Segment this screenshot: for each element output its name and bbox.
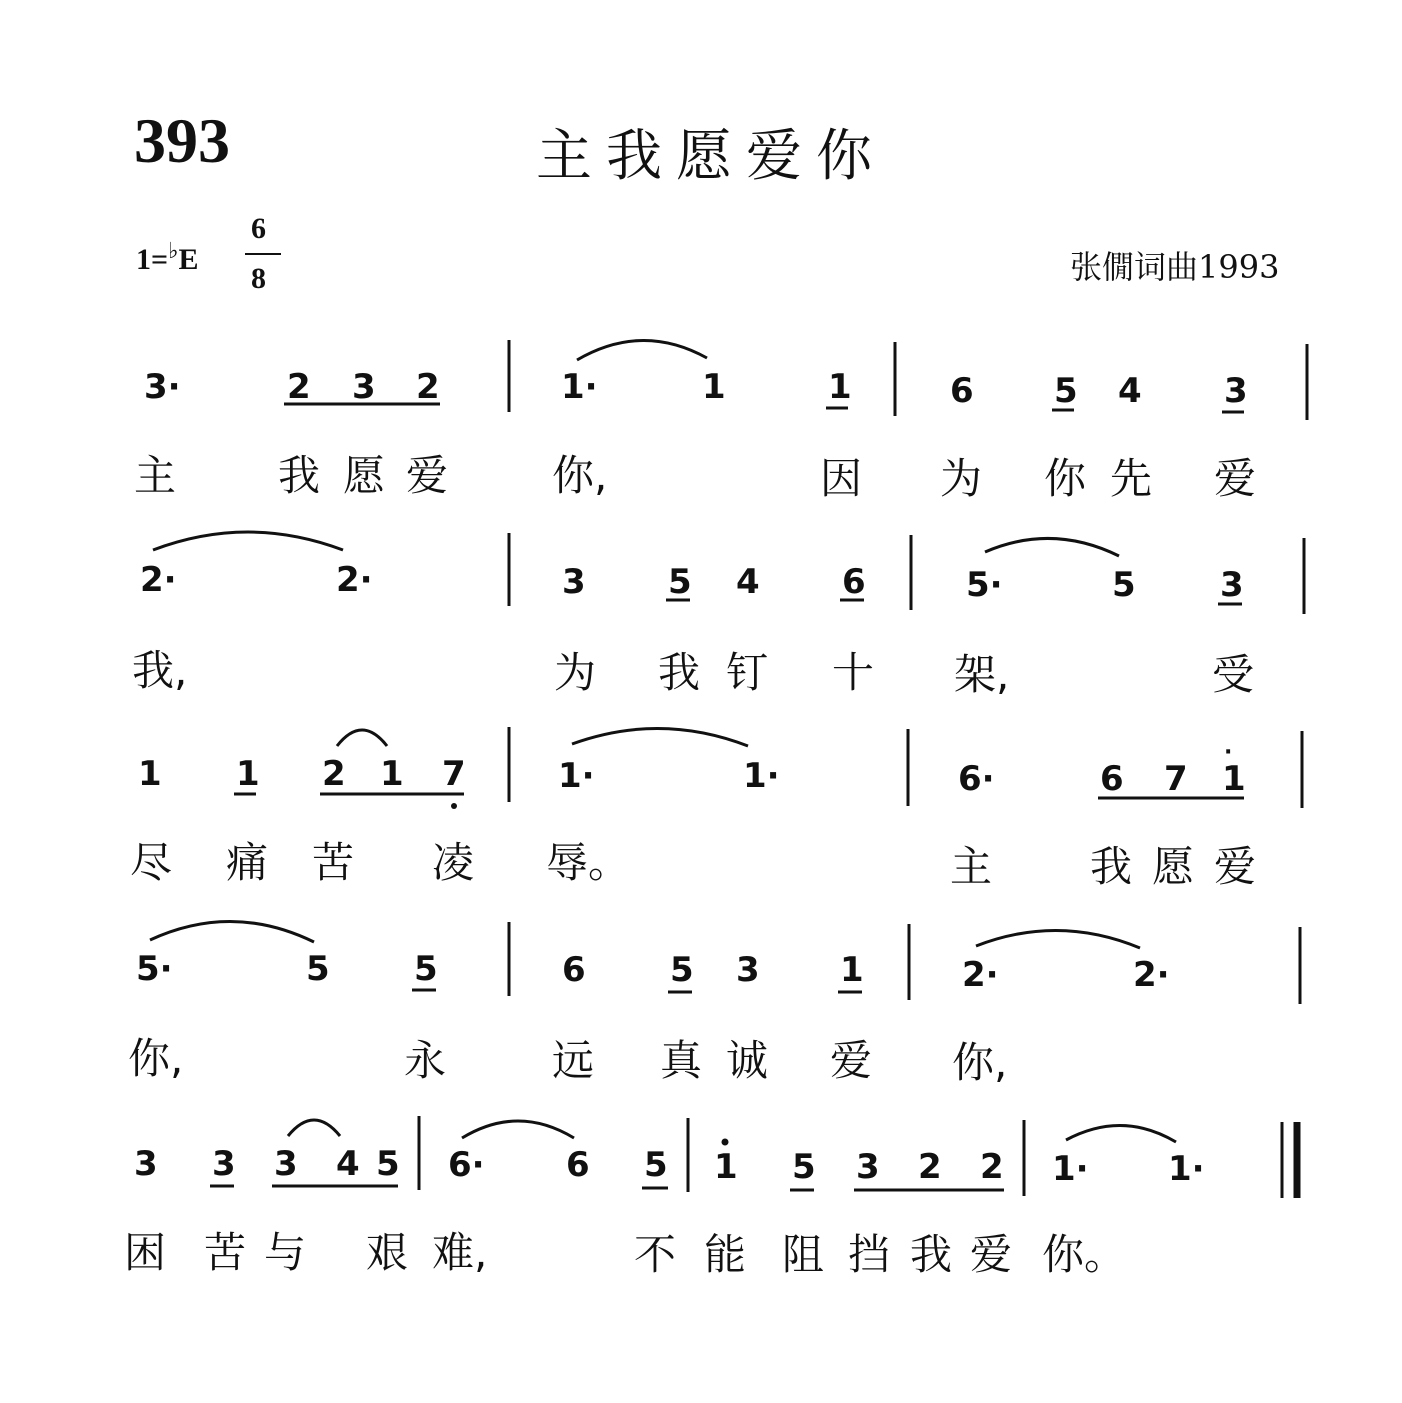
time-signature-bottom: 8 xyxy=(251,262,266,295)
lyric: 你 xyxy=(1044,454,1087,503)
note: 2· xyxy=(1133,955,1170,995)
lyric: 我 xyxy=(278,451,321,500)
key-prefix: 1= xyxy=(136,243,169,276)
lyric: 爱 xyxy=(406,451,449,500)
note: 1 xyxy=(702,367,726,407)
note: 6 xyxy=(566,1145,590,1185)
note: 1 xyxy=(828,367,852,407)
note: 5 xyxy=(306,949,330,989)
note: 7 xyxy=(1164,759,1188,799)
note: 3 xyxy=(134,1144,158,1184)
tie xyxy=(153,532,343,550)
note: 6· xyxy=(448,1145,485,1185)
note: 5 xyxy=(644,1145,668,1185)
lyric: 爱 xyxy=(970,1230,1013,1279)
note: 3 xyxy=(736,950,760,990)
lyric: 我 xyxy=(1090,842,1133,891)
lyric: 艰 xyxy=(366,1228,409,1277)
lyric: 远 xyxy=(552,1036,595,1085)
note: 6· xyxy=(958,759,995,799)
lyric: 永 xyxy=(404,1036,447,1085)
lyric: 钉 xyxy=(726,648,769,697)
lyric: 愿 xyxy=(1152,842,1195,891)
lyric: 先 xyxy=(1110,454,1153,503)
lyric: 真 xyxy=(660,1036,703,1085)
note: 3 xyxy=(352,367,376,407)
lyric: 你。 xyxy=(1042,1230,1127,1279)
note: 1· xyxy=(743,756,780,796)
note: 1 xyxy=(714,1147,738,1187)
lyric: 你, xyxy=(952,1038,1008,1087)
lyric: 爱 xyxy=(830,1036,873,1085)
note: 3 xyxy=(1224,371,1248,411)
time-signature-top: 6 xyxy=(251,212,266,245)
note: 6 xyxy=(562,950,586,990)
tie xyxy=(337,730,387,746)
low-octave-dot xyxy=(451,803,457,809)
note: 3 xyxy=(856,1147,880,1187)
note: 4 xyxy=(736,562,760,602)
note: 5 xyxy=(670,950,694,990)
note: 5 xyxy=(1112,565,1136,605)
tie xyxy=(150,921,314,942)
tie xyxy=(985,538,1119,556)
tie xyxy=(1066,1125,1176,1142)
lyric: 困 xyxy=(124,1228,167,1277)
note: 1· xyxy=(1052,1149,1089,1189)
note: 1 xyxy=(138,754,162,794)
lyric: 因 xyxy=(820,454,863,503)
note: 3 xyxy=(274,1144,298,1184)
tie xyxy=(976,930,1140,948)
lyric: 辱。 xyxy=(546,838,631,887)
lyric: 尽 xyxy=(130,838,173,887)
high-octave-dot xyxy=(722,1139,729,1146)
lyric: 不 xyxy=(634,1230,677,1279)
lyric: 苦 xyxy=(312,838,355,887)
note: 2 xyxy=(416,367,440,407)
lyric: 凌 xyxy=(432,838,475,887)
lyric: 为 xyxy=(554,648,597,697)
lyric: 与 xyxy=(264,1228,307,1277)
note: 2 xyxy=(322,754,346,794)
note: 5 xyxy=(792,1147,816,1187)
hymn-number: 393 xyxy=(134,105,230,176)
note: 7 xyxy=(442,754,466,794)
lyric: 我 xyxy=(658,648,701,697)
lyric: 主 xyxy=(134,451,177,500)
lyric: 架, xyxy=(954,650,1010,699)
note: 4 xyxy=(336,1144,360,1184)
note: 5 xyxy=(376,1144,400,1184)
lyric: 诚 xyxy=(726,1036,769,1085)
note: 3 xyxy=(562,562,586,602)
note: 3· xyxy=(144,367,181,407)
lyric: 愿 xyxy=(343,451,386,500)
note: 5 xyxy=(1054,371,1078,411)
lyric: 能 xyxy=(704,1230,747,1279)
note: 4 xyxy=(1118,371,1142,411)
note: 2 xyxy=(287,367,311,407)
lyric: 十 xyxy=(832,648,875,697)
lyric: 你, xyxy=(552,451,608,500)
lyric: 主 xyxy=(950,842,993,891)
lyric: 我 xyxy=(910,1230,953,1279)
note: 1· xyxy=(558,756,595,796)
key-note: E xyxy=(178,243,199,276)
tie xyxy=(577,340,707,360)
note: 2· xyxy=(140,560,177,600)
lyric: 爱 xyxy=(1214,454,1257,503)
lyric: 受 xyxy=(1212,650,1255,699)
tie xyxy=(462,1121,574,1138)
lyric: 爱 xyxy=(1214,842,1257,891)
lyric: 难, xyxy=(432,1228,488,1277)
lyric: 你, xyxy=(128,1034,184,1083)
flat-sign: ♭ xyxy=(168,238,179,263)
note: 5 xyxy=(414,949,438,989)
note: 2 xyxy=(980,1147,1004,1187)
note: 2· xyxy=(962,955,999,995)
note: 2· xyxy=(336,560,373,600)
tie xyxy=(288,1120,340,1136)
composer-credit: 张僩词曲1993 xyxy=(1070,248,1280,286)
note: 5· xyxy=(966,565,1003,605)
high-octave-dot: · xyxy=(1224,740,1233,765)
note: 1 xyxy=(236,754,260,794)
lyric: 挡 xyxy=(848,1230,891,1279)
lyric: 痛 xyxy=(226,838,269,887)
note: 3 xyxy=(212,1144,236,1184)
note: 1 xyxy=(840,950,864,990)
note: 6 xyxy=(1100,759,1124,799)
hymn-title: 主我愿爱你 xyxy=(536,124,886,189)
note: 1· xyxy=(561,367,598,407)
lyric: 我, xyxy=(132,646,188,695)
tie xyxy=(572,728,748,746)
note: 1 xyxy=(380,754,404,794)
note: 5· xyxy=(136,949,173,989)
note: 6 xyxy=(950,371,974,411)
note: 3 xyxy=(1220,565,1244,605)
note: 5 xyxy=(668,562,692,602)
lyric: 苦 xyxy=(204,1228,247,1277)
note: 6 xyxy=(842,562,866,602)
note: 2 xyxy=(918,1147,942,1187)
note: 1 xyxy=(1222,759,1246,799)
lyric: 为 xyxy=(940,454,983,503)
lyric: 阻 xyxy=(782,1230,825,1279)
note: 1· xyxy=(1168,1149,1205,1189)
